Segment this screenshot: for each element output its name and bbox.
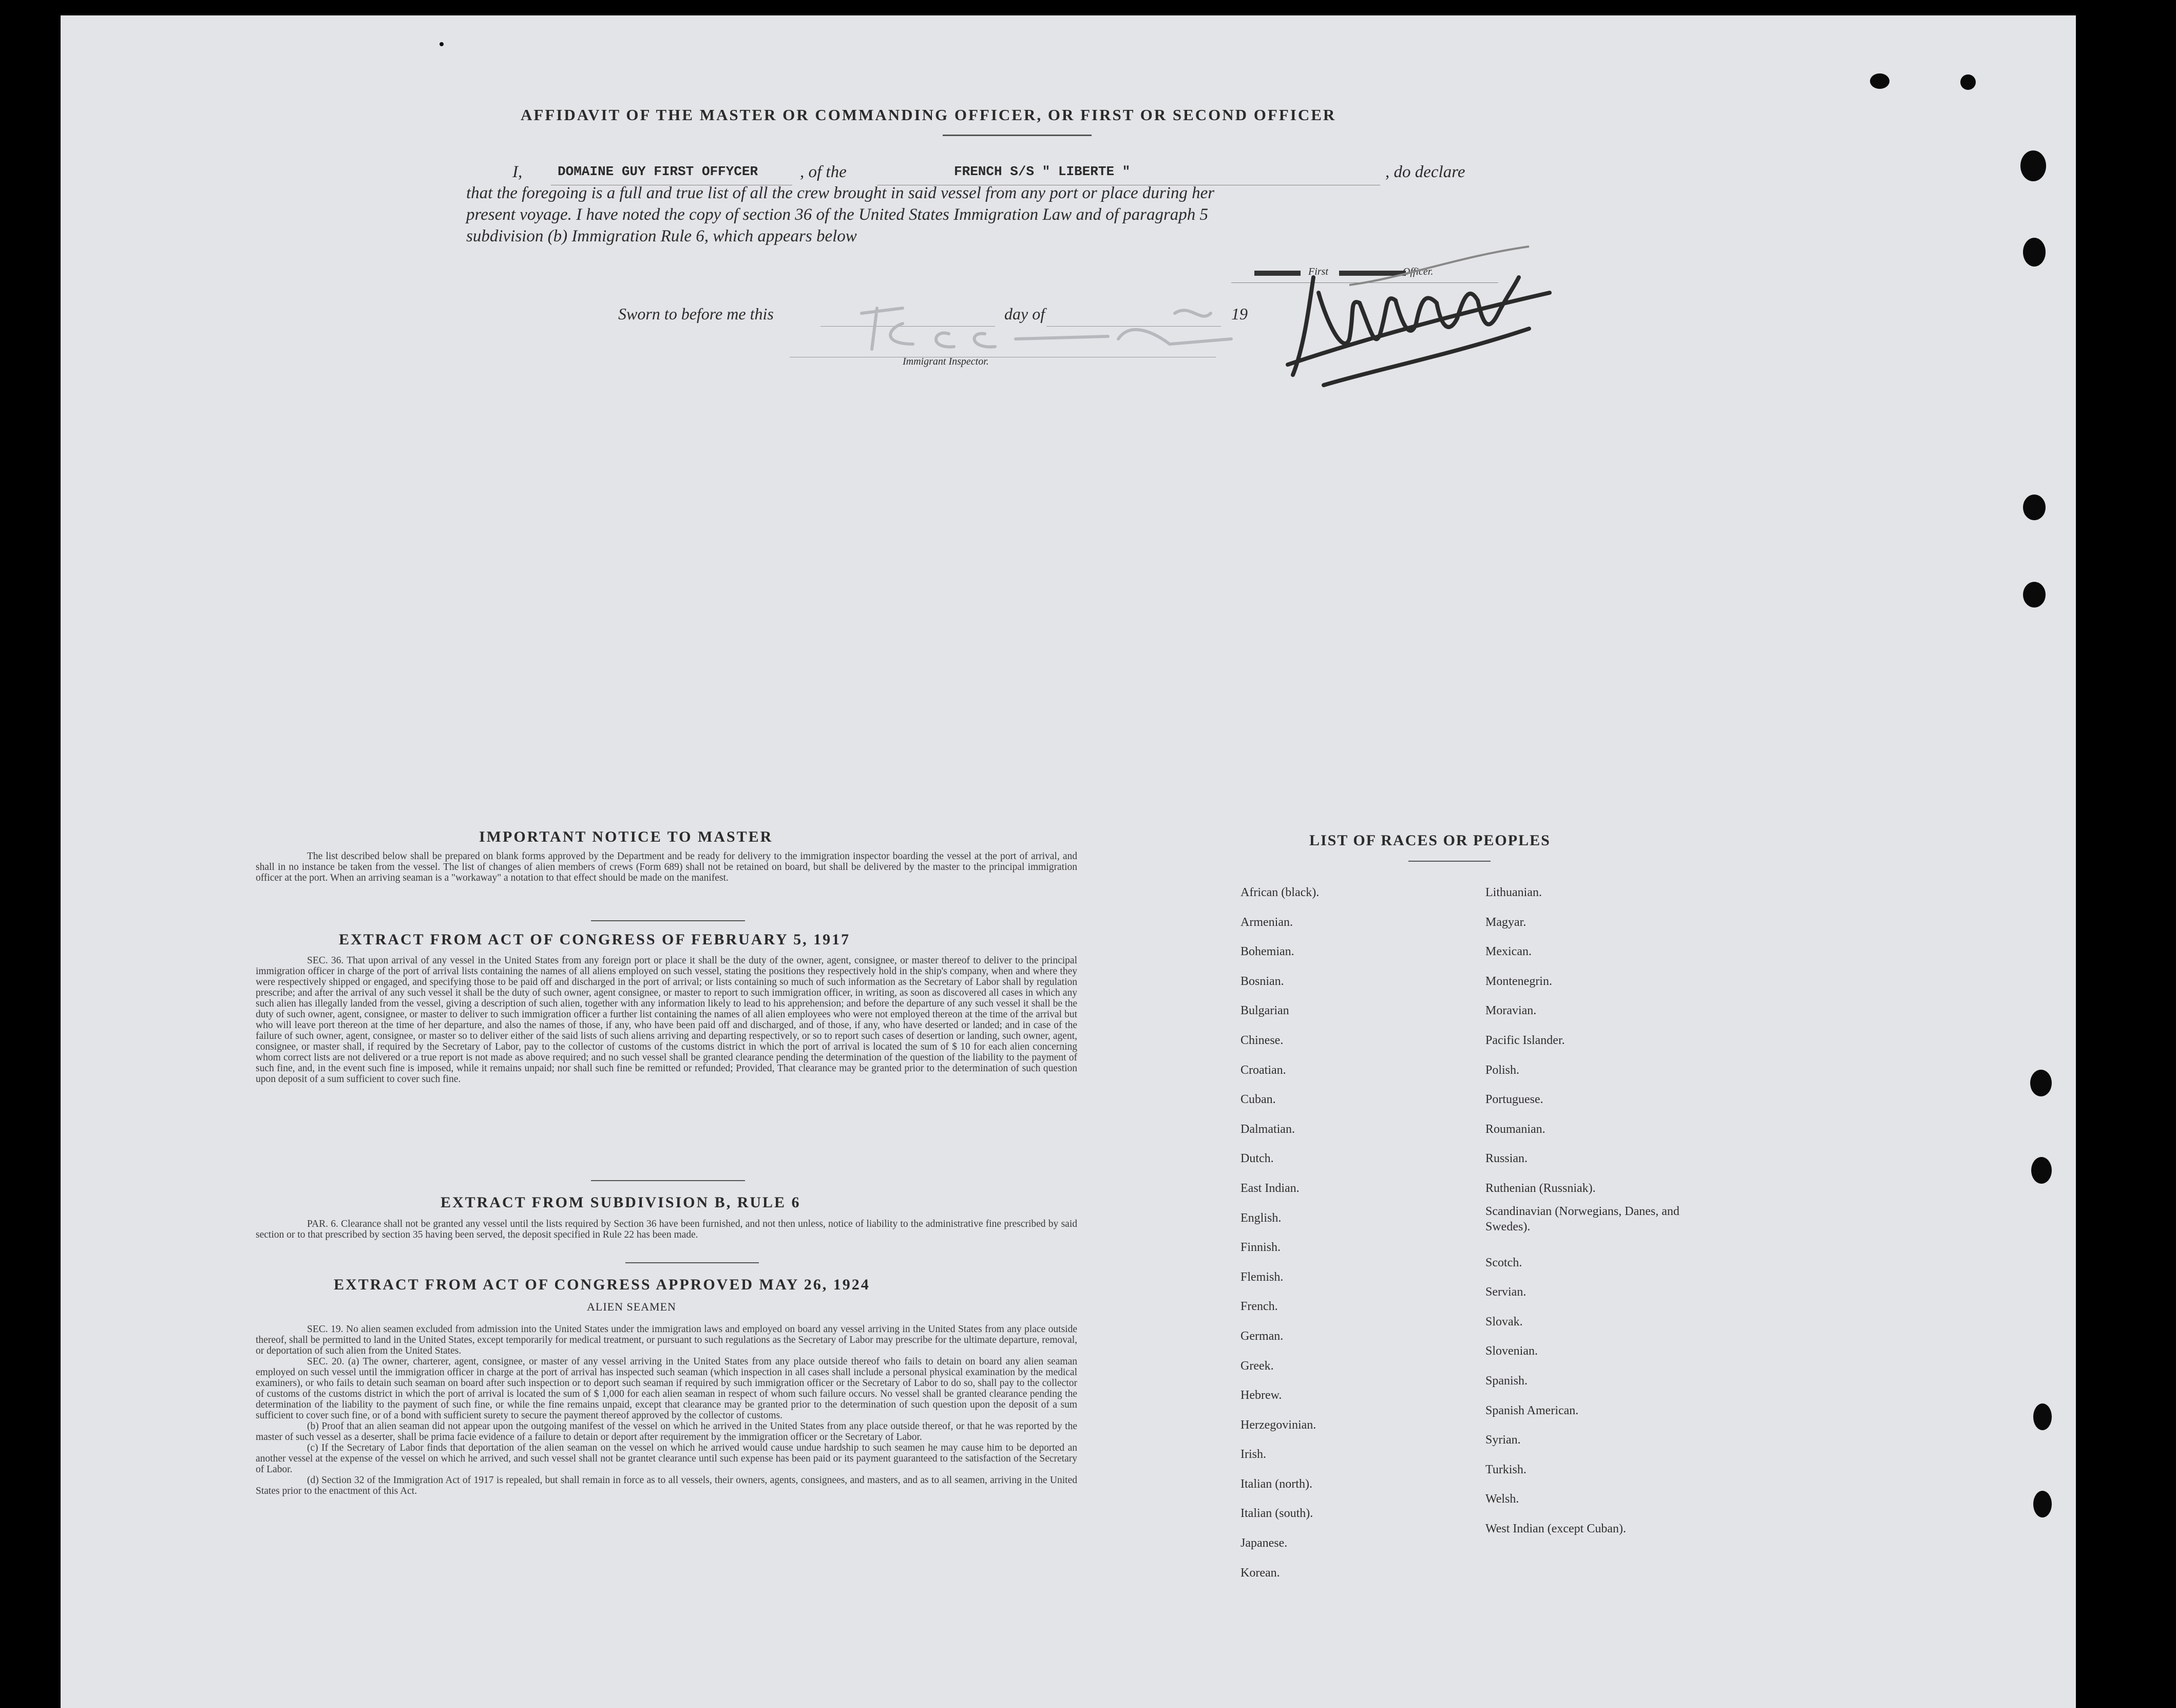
of-the-text: , of the bbox=[800, 163, 847, 181]
vessel-name: FRENCH S/S " LIBERTE " bbox=[954, 164, 1131, 179]
binder-hole bbox=[2020, 150, 2046, 181]
declaration-line-4: subdivision (b) Immigration Rule 6, which appears below bbox=[466, 227, 857, 245]
race-entry: Servian. bbox=[1485, 1285, 1526, 1299]
declaration-line-1 bbox=[512, 162, 1519, 184]
race-entry: Flemish. bbox=[1240, 1270, 1284, 1284]
race-entry: Japanese. bbox=[1240, 1536, 1288, 1550]
section-36-paragraph: SEC. 36. That upon arrival of any vessel in the United States from any foreign port or place it shall be the duty of the owner, agent, consignee, or master thereof to deliver to the principal immigration officer in charge of the port of arrival lists containing the names of all aliens employed on such vessel, stating the positions they respectively hold in the ship's company, when and where they were respectively shipped or engaged, and specifying those to be paid off and discharged in the port of arrival; or lists containing so much of such information as the Secretary of Labor shall by regulation prescribe; and after the arrival of any such vessel it shall be the duty of such owner, agent consignee, or master to report to such immigration officer, in writing, as soon as discovered all cases in which any such alien has illegally landed from the vessel, giving a description of such alien, together with any information likely to lead to his apprehension; and before the departure of any such vessel it shall be the duty of such owner, agent, consignee, or master to deliver to such immigration officer a further list containing the names of all alien employees who were not employed thereon at the time of the arrival but who will leave port thereon at the time of her departure, and also the names of those, if any, who have been paid off and discharged, and of those, if any, who have deserted or landed; and in case of the failure of such owner, agent, consignee, or master so to deliver either of the said lists of such aliens arriving and departing respectively, or so to report such cases of desertion or landing, such owner, agent, consignee, or master shall, if required by the Secretary of Labor, pay to the collector of customs of the customs district in which the port of arrival is located the sum of $ 10 for each alien concerning whom correct lists are not delivered or a true report is not made as above required; and no such vessel shall be granted clearance pending the determination of the question of the liability to the payment of such fine, and, in the event such fine is imposed, while it remains unpaid; nor shall such fine be remitted or refunded; Provided, That clearance may be granted prior to the determination of such question upon deposit of a sum sufficient to cover such fine. bbox=[256, 955, 1077, 1085]
section-20a-paragraph: SEC. 20. (a) The owner, charterer, agent, consignee, or master of any vessel arriving in the United States from any place outside thereof who fails to detain on board any alien seaman employed on such vessel until the immigration officer in charge at the port of arrival has inspected such seaman (which inspection in all cases shall include a personal physical examination by the medical examiners), or who fails to detain such seaman on board after such inspection or to deport such seaman if required by such immigration officer or the Secretary of Labor to do so, shall pay to the collector of customs of the customs district in which the port of arrival is located the sum of $ 1,000 for each alien seaman in respect of whom such failure occurs. No vessel shall be granted clearance pending the determination of the liability to the payment of such fine, or while the fine remains unpaid, except that clearance may be granted prior to the determination of such question upon the deposit of a sum sufficient to cover such fine, or of a bond with sufficient surety to secure the payment thereof approved by the collector of customs. bbox=[256, 1356, 1077, 1421]
races-column-2 bbox=[1485, 878, 1752, 1544]
year-prefix: 19 bbox=[1231, 305, 1248, 323]
binder-hole bbox=[2023, 495, 2046, 520]
race-entry: Bohemian. bbox=[1240, 945, 1294, 959]
race-entry: East Indian. bbox=[1240, 1181, 1300, 1195]
race-entry: Cuban. bbox=[1240, 1093, 1276, 1107]
race-entry: Chinese. bbox=[1240, 1033, 1284, 1047]
race-entry: Ruthenian (Russniak). bbox=[1485, 1181, 1596, 1195]
race-entry: Herzegovinian. bbox=[1240, 1418, 1316, 1432]
race-entry: Turkish. bbox=[1485, 1463, 1526, 1476]
notice-title: IMPORTANT NOTICE TO MASTER bbox=[479, 828, 773, 845]
binder-hole bbox=[2033, 1403, 2052, 1430]
binder-hole bbox=[2030, 1070, 2052, 1096]
race-entry: German. bbox=[1240, 1329, 1284, 1343]
officer-signature bbox=[1272, 236, 1560, 406]
section-divider bbox=[625, 1262, 759, 1263]
race-entry: Italian (north). bbox=[1240, 1477, 1312, 1491]
section-divider bbox=[1408, 861, 1491, 862]
race-entry: Russian. bbox=[1485, 1152, 1528, 1166]
document-page bbox=[61, 15, 2076, 1708]
race-entry: Dutch. bbox=[1240, 1152, 1274, 1166]
race-entry: Armenian. bbox=[1240, 915, 1293, 929]
race-entry: Korean. bbox=[1240, 1566, 1280, 1580]
race-entry: West Indian (except Cuban). bbox=[1485, 1522, 1626, 1535]
race-entry: Hebrew. bbox=[1240, 1389, 1282, 1402]
extract-1924-text bbox=[256, 1324, 1077, 1496]
race-entry: Polish. bbox=[1485, 1063, 1520, 1077]
race-entry: Greek. bbox=[1240, 1359, 1274, 1373]
extract-1917-title: EXTRACT FROM ACT OF CONGRESS OF FEBRUARY 5, 1917 bbox=[339, 931, 851, 948]
do-declare-text: , do declare bbox=[1385, 163, 1465, 181]
extract-1924-title: EXTRACT FROM ACT OF CONGRESS APPROVED MAY 26, 1924 bbox=[334, 1276, 870, 1293]
race-entry: Scotch. bbox=[1485, 1256, 1522, 1269]
race-entry: Slovak. bbox=[1485, 1315, 1523, 1329]
officer-title: First Officer. bbox=[1308, 266, 1434, 277]
race-entry: Irish. bbox=[1240, 1448, 1266, 1462]
binder-hole bbox=[2023, 238, 2046, 267]
race-entry: Pacific Islander. bbox=[1485, 1033, 1565, 1047]
binder-hole bbox=[2033, 1491, 2052, 1517]
race-entry: Scandinavian (Norwegians, Danes, and Swedes). bbox=[1485, 1204, 1679, 1233]
section-20b-paragraph: (b) Proof that an alien seaman did not appear upon the outgoing manifest of the vessel on which he arrived in the United States from any place outside thereof, or that he was reported by the master of such vessel as a deserter, shall be prima facie evidence of a failure to detain or deport after requirement by the immigration officer or the Secretary of Labor. bbox=[256, 1421, 1077, 1443]
race-entry: Dalmatian. bbox=[1240, 1122, 1295, 1136]
section-divider bbox=[591, 920, 745, 921]
binder-hole bbox=[2031, 1157, 2052, 1184]
race-entry: English. bbox=[1240, 1211, 1282, 1225]
race-entry: Moravian. bbox=[1485, 1004, 1537, 1018]
race-entry: Lithuanian. bbox=[1485, 886, 1542, 899]
race-entry: Finnish. bbox=[1240, 1241, 1281, 1255]
race-entry: Montenegrin. bbox=[1485, 974, 1552, 988]
notice-paragraph: The list described below shall be prepared on blank forms approved by the Department and be ready for delivery to the immigration inspector boarding the vessel at the port of arrival, and shall in no instance be taken from the vessel. The list of changes of alien members of crews (Form 689) shall not be retained on board, but shall be delivered by the master to the principal immigration officer at the port. When an arriving seaman is a "workaway" a notation to that effect should be made on the manifest. bbox=[256, 851, 1077, 883]
race-entry: Slovenian. bbox=[1485, 1344, 1538, 1358]
race-entry: Bulgarian bbox=[1240, 1004, 1289, 1018]
paragraph-6: PAR. 6. Clearance shall not be granted any vessel until the lists required by Section 36 have been furnished, and not then unless, notice of liability to the administrative fine prescribed by said section or to that prescribed by section 35 having been served, the deposit specified in Rule 22 has been made. bbox=[256, 1219, 1077, 1240]
race-entry: Mexican. bbox=[1485, 945, 1532, 959]
race-entry: Italian (south). bbox=[1240, 1507, 1313, 1521]
section-divider bbox=[591, 1180, 745, 1181]
declarant-name: DOMAINE GUY FIRST OFFYCER bbox=[558, 164, 758, 179]
race-entry: French. bbox=[1240, 1300, 1278, 1314]
race-entry: Magyar. bbox=[1485, 915, 1526, 929]
binder-hole bbox=[1870, 73, 1889, 89]
races-title: LIST OF RACES OR PEOPLES bbox=[1309, 832, 1551, 849]
race-entry: Welsh. bbox=[1485, 1492, 1519, 1506]
section-20c-paragraph: (c) If the Secretary of Labor finds that deportation of the alien seaman on the vessel on which he arrived would cause undue hardship to such seamen he may cause him to be deported an another vessel at the expense of the vessel on which he arrived, and such vessel shall not be grantet clearance until such expense has been paid or its payment guaranteed to the satisfaction of the Secretary of Labor. bbox=[256, 1443, 1077, 1475]
alien-seamen-subtitle: ALIEN SEAMEN bbox=[587, 1300, 676, 1313]
declaration-line-2: that the foregoing is a full and true list of all the crew brought in said vessel from any port or place during her bbox=[466, 184, 1215, 202]
declaration-line-3: present voyage. I have noted the copy of section 36 of the United States Immigration Law and of paragraph 5 bbox=[466, 205, 1209, 224]
extract-1917-text bbox=[256, 955, 1077, 1085]
affidavit-title: AFFIDAVIT OF THE MASTER OR COMMANDING OFFICER, OR FIRST OR SECOND OFFICER bbox=[521, 106, 1337, 124]
binder-hole bbox=[1960, 74, 1976, 90]
i-prefix: I, bbox=[512, 163, 523, 181]
binder-hole bbox=[2023, 582, 2046, 608]
race-entry: Roumanian. bbox=[1485, 1122, 1545, 1136]
section-20d-paragraph: (d) Section 32 of the Immigration Act of 1917 is repealed, but shall remain in force as to all vessels, their owners, agents, consignees, and masters, and as to all seamen, arriving in the United States prior to the enactment of this Act. bbox=[256, 1475, 1077, 1496]
race-entry: Croatian. bbox=[1240, 1063, 1286, 1077]
race-entry: Spanish American. bbox=[1485, 1403, 1579, 1417]
extract-rule6-text bbox=[256, 1219, 1077, 1240]
day-of-text: day of bbox=[1004, 305, 1045, 323]
sworn-text: Sworn to before me this bbox=[618, 305, 774, 323]
race-entry: Bosnian. bbox=[1240, 974, 1284, 988]
inspector-signature bbox=[841, 293, 1252, 359]
races-column-1 bbox=[1240, 878, 1456, 1588]
race-entry: African (black). bbox=[1240, 886, 1320, 899]
extract-rule6-title: EXTRACT FROM SUBDIVISION B, RULE 6 bbox=[441, 1194, 801, 1211]
race-entry: Syrian. bbox=[1485, 1433, 1521, 1447]
speck bbox=[440, 42, 444, 46]
title-underline bbox=[943, 135, 1092, 136]
notice-text bbox=[256, 851, 1077, 883]
race-entry: Spanish. bbox=[1485, 1374, 1528, 1388]
section-19-paragraph: SEC. 19. No alien seamen excluded from admission into the United States under the immigration laws and employed on board any vessel arriving in the United States from any place outside thereof, shall be permitted to land in the United States, except temporarily for medical treatment, or pursuant to such regulations as the Secretary of Labor may prescribe for the ultimate departure, removal, or deportation of such alien from the United States. bbox=[256, 1324, 1077, 1356]
inspector-label: Immigrant Inspector. bbox=[903, 356, 989, 367]
race-entry: Portuguese. bbox=[1485, 1093, 1543, 1107]
